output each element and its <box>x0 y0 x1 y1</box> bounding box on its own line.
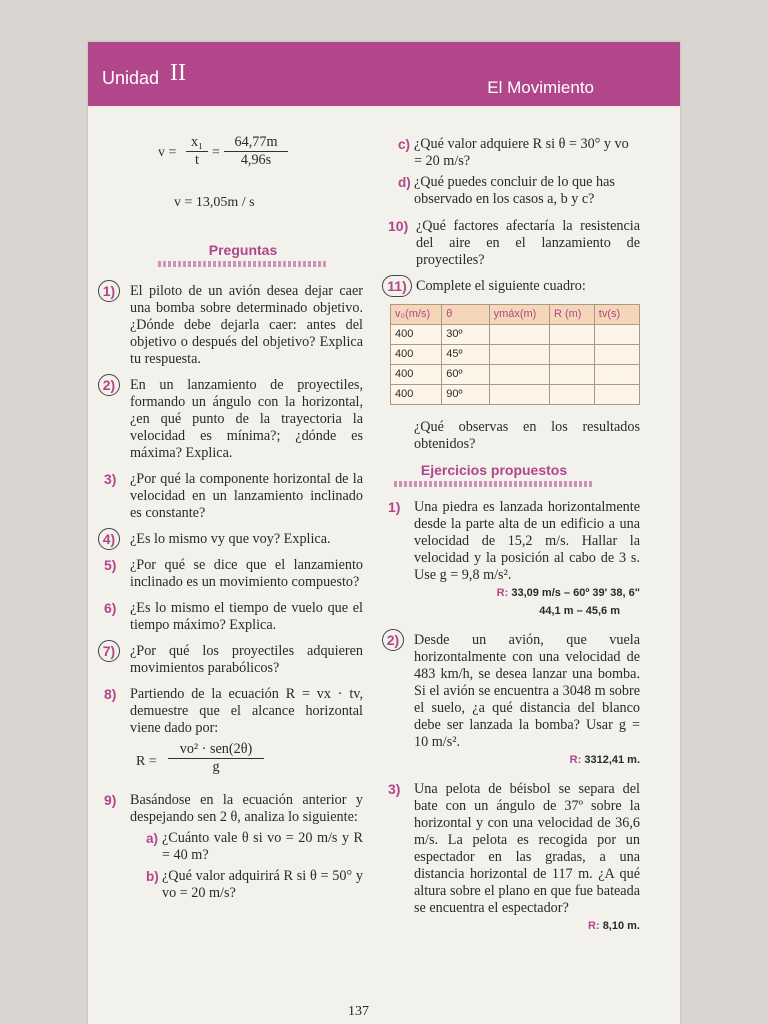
table-cell <box>594 365 639 385</box>
range-formula <box>130 741 363 783</box>
question-item <box>382 218 640 269</box>
table-cell: 400 <box>391 365 442 385</box>
table-cell <box>594 385 639 405</box>
subquestion-item <box>132 868 363 902</box>
table-cell <box>489 345 549 365</box>
question-number: 7) <box>98 640 120 662</box>
exercise-text: Una pelota de béisbol se separa del bate con un ángulo de 37º sobre la horizontal y con una velocidad de 36,6 m/s. La pelota es recogida por un espectador en las gradas, a una distancia horizontal de 117 m. ¿A qué altura sobre el plano en que fue bateada se encuentra el espectador? <box>414 781 640 916</box>
exercise-text: Desde un avión, que vuela horizontalmente con una velocidad de 483 km/h, se desea lanzar una bomba. Si el avión se encuentra a 3048 m sobre el suelo, ¿a qué distancia del blanco debe ser lanzada la bomba? Usar g = 10 m/s². <box>414 632 640 750</box>
table-cell: 30º <box>442 325 489 345</box>
question-number: 8) <box>104 686 117 702</box>
answer-label: R: <box>588 920 600 932</box>
subquestion-text: ¿Qué puedes concluir de lo que has observado en los casos a, b y c? <box>414 174 615 207</box>
question-item <box>98 557 363 591</box>
subquestion-letter: d) <box>398 175 411 190</box>
subquestion-text: ¿Cuánto vale θ si vo = 20 m/s y R = 40 m? <box>162 830 363 863</box>
table-cell <box>549 385 594 405</box>
question-number: 11) <box>382 275 412 297</box>
table-cell <box>549 345 594 365</box>
question-item <box>98 283 363 368</box>
exercise-text: Una piedra es lanzada horizontalmente desde la parte alta de un edificio a una velocidad de 15,2 m/s. Hallar la velocidad y la posición al cabo de 3 s. Use g = 9,8 m/s². <box>414 499 640 583</box>
table-row <box>391 385 640 405</box>
table-header-cell: v₀(m/s) <box>391 305 442 325</box>
exercise-number: 1) <box>388 499 401 515</box>
subquestion-item <box>384 136 640 170</box>
subquestion-item <box>132 830 363 864</box>
exercise-item <box>382 781 640 935</box>
question-number: 4) <box>98 528 120 550</box>
question-text: El piloto de un avión desea dejar caer una bomba sobre determinado objetivo. ¿Dónde debe dejarla caer: antes del objetivo o después del objetivo? Explica tu respuesta. <box>130 283 363 367</box>
answer-label: R: <box>496 587 509 599</box>
table-cell: 400 <box>391 345 442 365</box>
question-text: ¿Qué factores afectaría la resistencia del aire en el lanzamiento de proyectiles? <box>416 218 640 268</box>
chapter-title: El Movimiento <box>487 78 594 97</box>
questions-list <box>98 283 363 902</box>
question-item <box>98 643 363 677</box>
subquestion-letter: c) <box>398 137 411 152</box>
table-cell <box>594 325 639 345</box>
subquestion-letter: a) <box>146 831 159 846</box>
table-header-cell: ymáx(m) <box>489 305 549 325</box>
answer-value: 33,09 m/s – 60º 39' 38, 6" <box>511 587 640 599</box>
question-item <box>98 471 363 522</box>
table-cell <box>549 325 594 345</box>
question-item <box>98 600 363 634</box>
formula-num: 64,77m <box>224 134 288 152</box>
question-text: En un lanzamiento de proyectiles, formando un ángulo con la horizontal, ¿en qué punto de la trayectoria la velocidad es mínima?; ¿dónde es máxima? Explica. <box>130 377 363 461</box>
answer-label: R: <box>569 754 582 766</box>
unit-label: Unidad <box>102 68 160 88</box>
subquestion-text: ¿Qué valor adquirirá R si θ = 50° y vo = 20 m/s? <box>162 868 363 901</box>
exercise-number: 3) <box>388 781 401 797</box>
continued-subquestions <box>382 136 640 208</box>
formula-frac2 <box>224 134 288 169</box>
subquestion-text: ¿Qué valor adquiere R si θ = 30° y vo = 20 m/s? <box>414 136 629 169</box>
question-item <box>98 531 363 548</box>
question-number: 2) <box>98 374 120 396</box>
question-number: 6) <box>104 600 117 616</box>
projectile-table <box>390 304 640 405</box>
ejercicios-heading <box>394 462 594 487</box>
table-body <box>391 325 640 405</box>
question-text: ¿Es lo mismo el tiempo de vuelo que el tiempo máximo? Explica. <box>130 600 363 633</box>
range-frac <box>168 741 264 776</box>
question-number: 1) <box>98 280 120 302</box>
question-item <box>98 377 363 462</box>
question-number: 3) <box>104 471 117 487</box>
question-number: 5) <box>104 557 117 573</box>
range-num: vo² · sen(2θ) <box>168 741 264 759</box>
formula-v: v = <box>158 145 177 160</box>
table-cell <box>594 345 639 365</box>
question-text: ¿Por qué la componente horizontal de la velocidad en un lanzamiento inclinado es constante? <box>130 471 363 521</box>
table-cell: 400 <box>391 385 442 405</box>
exercise-item <box>382 632 640 769</box>
table-row <box>391 345 640 365</box>
table-row <box>391 325 640 345</box>
subquestion-item <box>384 174 640 208</box>
formula-result: v = 13,05m / s <box>174 195 255 210</box>
page-header <box>88 42 680 106</box>
exercise-answer <box>414 918 640 935</box>
table-question <box>382 419 640 453</box>
range-den: g <box>212 759 220 775</box>
table-cell <box>489 385 549 405</box>
right-questions <box>382 218 640 295</box>
formula-x1: x₁ <box>186 134 208 152</box>
table-row <box>391 365 640 385</box>
left-column <box>98 132 363 911</box>
range-lhs: R = <box>136 754 157 769</box>
subquestion-letter: b) <box>146 869 159 884</box>
table-cell <box>489 325 549 345</box>
exercise-answer-line2 <box>414 603 640 620</box>
exercise-number: 2) <box>382 629 404 651</box>
formula-eq: = <box>212 145 220 160</box>
table-cell <box>489 365 549 385</box>
table-header-row <box>391 305 640 325</box>
question-text: ¿Es lo mismo vy que voy? Explica. <box>130 531 331 547</box>
formula-t: t <box>195 152 199 168</box>
question-item <box>98 686 363 783</box>
right-column <box>382 132 640 947</box>
exercise-item <box>382 499 640 620</box>
exercise-answer <box>414 585 640 602</box>
table-question-text: ¿Qué observas en los resultados obtenidos? <box>414 419 640 452</box>
ejercicios-title: Ejercicios propuestos <box>420 462 568 478</box>
exercise-answer <box>414 752 640 769</box>
table-cell: 60º <box>442 365 489 385</box>
question-text: Complete el siguiente cuadro: <box>416 278 586 294</box>
table-header-cell: tv(s) <box>594 305 639 325</box>
textbook-page <box>88 42 680 1024</box>
answer-value-2: 44,1 m – 45,6 m <box>539 605 620 617</box>
preguntas-title: Preguntas <box>208 242 278 258</box>
question-number: 10) <box>388 218 409 234</box>
question-text: ¿Por qué los proyectiles adquieren movimientos parabólicos? <box>130 643 363 676</box>
formula-frac1 <box>186 134 208 169</box>
velocity-formula <box>98 132 363 242</box>
question-number: 9) <box>104 792 117 808</box>
answer-value: 8,10 m. <box>602 920 640 932</box>
formula-den: 4,96s <box>240 152 272 168</box>
question-text: ¿Por qué se dice que el lanzamiento inclinado es un movimiento compuesto? <box>130 557 363 590</box>
question-text: Partiendo de la ecuación R = vx · tv, demuestre que el alcance horizontal viene dado por: <box>130 686 363 736</box>
preguntas-heading <box>158 242 328 267</box>
title-underline <box>394 481 594 487</box>
question-item <box>98 792 363 902</box>
table-header-cell: θ <box>442 305 489 325</box>
table-cell: 90º <box>442 385 489 405</box>
exercises-list <box>382 499 640 935</box>
table-cell: 45º <box>442 345 489 365</box>
unit-number: II <box>170 60 186 86</box>
answer-value: 3312,41 m. <box>584 754 640 766</box>
table-cell: 400 <box>391 325 442 345</box>
question-text: Basándose en la ecuación anterior y despejando sen 2 θ, analiza lo siguiente: <box>130 792 363 825</box>
table-header-cell: R (m) <box>549 305 594 325</box>
page-number: 137 <box>348 1004 369 1019</box>
title-underline <box>158 261 328 267</box>
question-item <box>382 278 640 295</box>
table-cell <box>549 365 594 385</box>
